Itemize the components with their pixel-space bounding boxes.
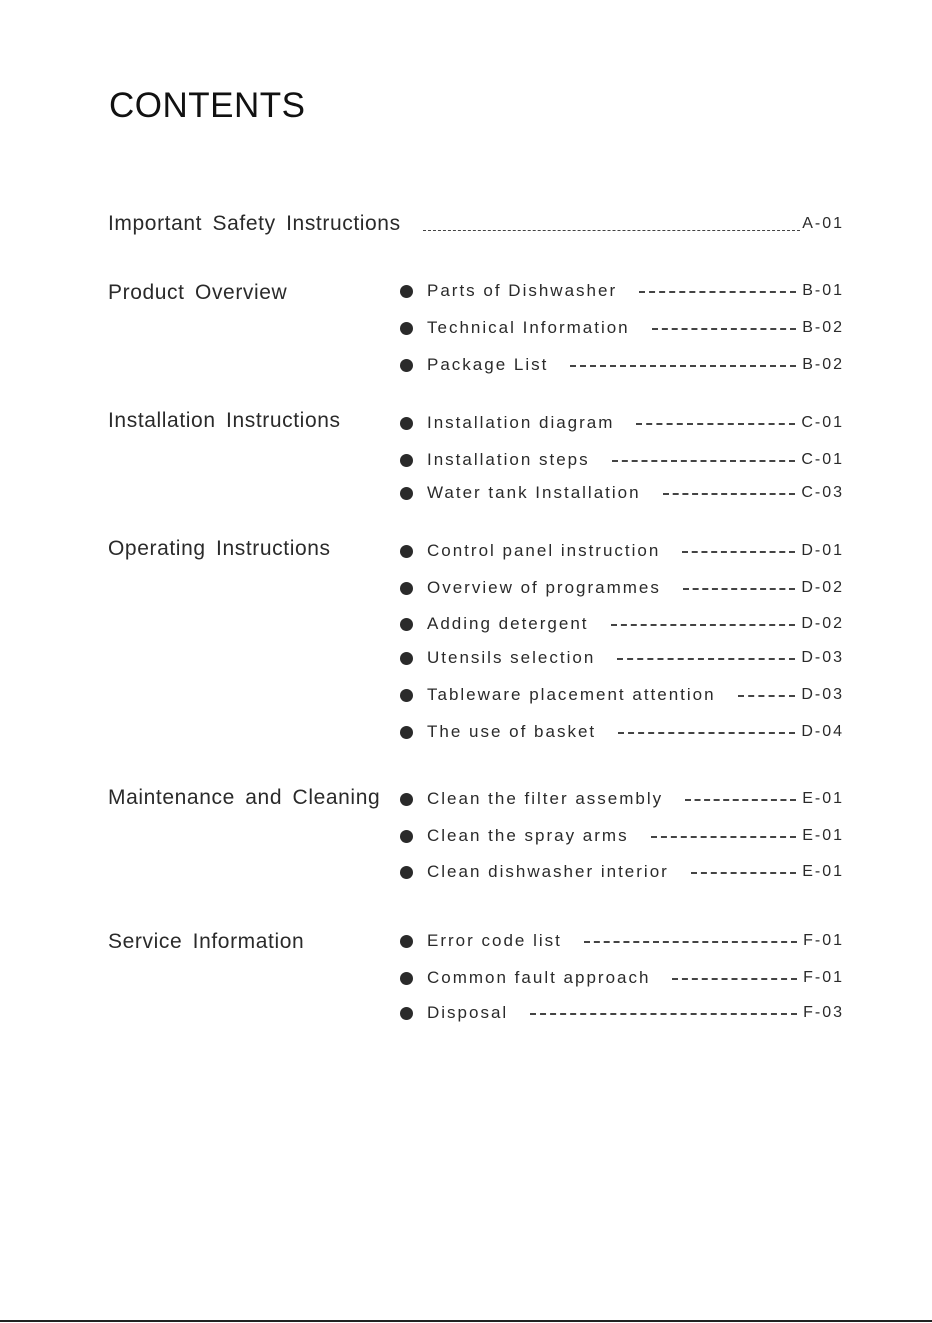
toc-entry-label: Clean the spray arms — [427, 826, 629, 845]
toc-entry[interactable] — [400, 613, 844, 635]
dotted-leader — [423, 230, 801, 231]
bullet-icon — [400, 726, 413, 739]
toc-entry[interactable] — [400, 721, 844, 743]
dotted-leader — [683, 588, 795, 590]
bullet-icon — [400, 830, 413, 843]
dotted-leader — [685, 799, 796, 801]
toc-entry[interactable] — [400, 482, 844, 504]
toc-entry-label: Technical Information — [427, 318, 630, 337]
toc-entry[interactable] — [400, 684, 844, 706]
bullet-icon — [400, 866, 413, 879]
toc-entry[interactable] — [400, 449, 844, 471]
dotted-leader — [584, 941, 797, 943]
toc-entry-label: Important Safety Instructions — [108, 212, 401, 235]
toc-entry[interactable] — [400, 967, 844, 989]
bullet-icon — [400, 417, 413, 430]
toc-page-number: C-01 — [801, 414, 844, 431]
section-heading-operating: Operating Instructions — [108, 537, 331, 560]
toc-page-number: F-01 — [803, 969, 844, 986]
toc-page-number: C-01 — [801, 451, 844, 468]
toc-page-number: D-03 — [801, 649, 844, 666]
toc-entry-label: Water tank Installation — [427, 483, 641, 502]
toc-page-number: C-03 — [801, 484, 844, 501]
toc-entry-label: Overview of programmes — [427, 578, 661, 597]
toc-entry-label: Utensils selection — [427, 648, 596, 667]
toc-entry-label: Clean the filter assembly — [427, 789, 664, 808]
dotted-leader — [530, 1013, 797, 1015]
toc-entry-label: Common fault approach — [427, 968, 651, 987]
toc-page-number: F-03 — [803, 1004, 844, 1021]
page-bottom-rule — [0, 1320, 932, 1322]
page-title: CONTENTS — [109, 86, 306, 125]
bullet-icon — [400, 972, 413, 985]
dotted-leader — [651, 836, 797, 838]
dotted-leader — [738, 695, 796, 697]
dotted-leader — [672, 978, 797, 980]
dotted-leader — [636, 423, 795, 425]
toc-page-number: B-01 — [802, 282, 844, 299]
toc-entry-label: Disposal — [427, 1003, 509, 1022]
toc-entry-label: Installation diagram — [427, 413, 615, 432]
section-heading-service: Service Information — [108, 930, 305, 953]
dotted-leader — [663, 493, 796, 495]
toc-page-number: E-01 — [802, 863, 844, 880]
bullet-icon — [400, 689, 413, 702]
toc-page-number: D-02 — [801, 615, 844, 632]
toc-entry[interactable] — [400, 354, 844, 376]
toc-page-number: D-01 — [801, 542, 844, 559]
dotted-leader — [612, 460, 796, 462]
toc-entry-label: The use of basket — [427, 722, 597, 741]
toc-entry[interactable] — [400, 788, 844, 810]
toc-entry[interactable] — [400, 317, 844, 339]
toc-entry-label: Installation steps — [427, 450, 590, 469]
toc-page-number: B-02 — [802, 356, 844, 373]
dotted-leader — [611, 624, 796, 626]
bullet-icon — [400, 285, 413, 298]
toc-entry[interactable] — [400, 412, 844, 434]
dotted-leader — [618, 732, 795, 734]
toc-page-number: D-02 — [801, 579, 844, 596]
toc-entry-label: Tableware placement attention — [427, 685, 716, 704]
bullet-icon — [400, 582, 413, 595]
toc-page-number: F-01 — [803, 932, 844, 949]
bullet-icon — [400, 487, 413, 500]
toc-entry-label: Clean dishwasher interior — [427, 862, 669, 881]
dotted-leader — [617, 658, 795, 660]
dotted-leader — [639, 291, 796, 293]
toc-entry-label: Control panel instruction — [427, 541, 661, 560]
bullet-icon — [400, 545, 413, 558]
toc-entry[interactable] — [400, 930, 844, 952]
toc-entry[interactable] — [400, 825, 844, 847]
toc-entry[interactable] — [400, 861, 844, 883]
dotted-leader — [570, 365, 796, 367]
bullet-icon — [400, 359, 413, 372]
dotted-leader — [652, 328, 797, 330]
bullet-icon — [400, 1007, 413, 1020]
toc-entry-label: Error code list — [427, 931, 562, 950]
toc-entry[interactable] — [400, 577, 844, 599]
toc-page-number: E-01 — [802, 790, 844, 807]
toc-page-number: A-01 — [802, 215, 844, 232]
toc-page-number: B-02 — [802, 319, 844, 336]
bullet-icon — [400, 793, 413, 806]
section-heading-product-overview: Product Overview — [108, 281, 288, 304]
toc-page-number: E-01 — [802, 827, 844, 844]
toc-entry[interactable] — [400, 280, 844, 302]
section-heading-maintenance: Maintenance and Cleaning — [108, 786, 381, 809]
toc-entry[interactable] — [400, 647, 844, 669]
bullet-icon — [400, 935, 413, 948]
dotted-leader — [682, 551, 795, 553]
bullet-icon — [400, 652, 413, 665]
toc-page-number: D-04 — [801, 723, 844, 740]
toc-entry-safety[interactable] — [108, 211, 844, 237]
toc-entry[interactable] — [400, 540, 844, 562]
toc-entry-label: Adding detergent — [427, 614, 589, 633]
dotted-leader — [691, 872, 796, 874]
bullet-icon — [400, 322, 413, 335]
toc-entry-label: Package List — [427, 355, 549, 374]
toc-page-number: D-03 — [801, 686, 844, 703]
bullet-icon — [400, 454, 413, 467]
toc-entry-label: Parts of Dishwasher — [427, 281, 618, 300]
section-heading-installation: Installation Instructions — [108, 409, 341, 432]
toc-entry[interactable] — [400, 1002, 844, 1024]
bullet-icon — [400, 618, 413, 631]
